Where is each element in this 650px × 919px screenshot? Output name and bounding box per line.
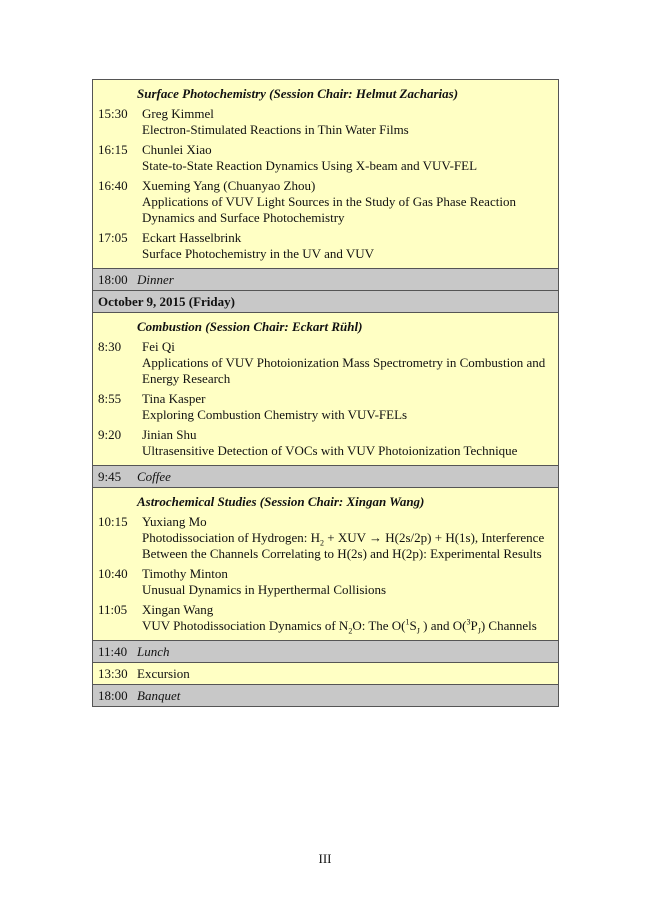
title-segment: VUV Photodissociation Dynamics of N <box>142 618 349 633</box>
title-segment: P <box>470 618 478 633</box>
title-segment: Photodissociation of Hydrogen: H <box>142 530 321 545</box>
talk-content <box>142 106 558 138</box>
speaker-name: Greg Kimmel <box>142 106 214 121</box>
talk-time: 9:20 <box>98 427 122 442</box>
schedule-item-dinner <box>93 269 558 291</box>
speaker-name: Jinian Shu <box>142 427 197 442</box>
talk-time: 10:15 <box>98 514 128 529</box>
item-time: 9:45 <box>98 469 122 484</box>
title-segment: + XUV → H(2s/2p) + H(1s), Interference Between the Channels Correlating to H(2s) and H(2p): Experimental Results <box>142 530 545 561</box>
item-label: Excursion <box>137 666 190 681</box>
title-segment: ) and O( <box>419 618 467 633</box>
item-label: Dinner <box>137 272 174 287</box>
speaker-name: Fei Qi <box>142 339 175 354</box>
talk-title: Applications of VUV Photoionization Mass Spectrometry in Combustion and Energy Research <box>142 355 546 386</box>
item-time: 11:40 <box>98 644 128 659</box>
schedule-item-excursion <box>93 663 558 685</box>
talk-time: 15:30 <box>98 106 128 121</box>
item-time: 18:00 <box>98 272 128 287</box>
talk-entry <box>93 514 558 562</box>
talk-content <box>142 230 558 262</box>
talk-title: Exploring Combustion Chemistry with VUV-FELs <box>142 407 408 422</box>
title-segment: 3 <box>466 617 471 627</box>
talk-time: 17:05 <box>98 230 128 245</box>
talk-title: Applications of VUV Light Sources in the Study of Gas Phase Reaction Dynamics and Surface Photochemistry <box>142 194 516 225</box>
talk-content <box>142 178 558 226</box>
talk-content <box>142 514 558 562</box>
talk-entry <box>93 178 558 226</box>
session-title: Astrochemical Studies (Session Chair: Xingan Wang) <box>137 494 425 509</box>
session-title: Combustion (Session Chair: Eckart Rühl) <box>137 319 363 334</box>
talk-title <box>142 618 552 634</box>
talk-time: 10:40 <box>98 566 128 581</box>
day-header: October 9, 2015 (Friday) <box>93 291 558 313</box>
item-time: 18:00 <box>98 688 128 703</box>
session-block <box>93 488 558 641</box>
item-time: 13:30 <box>98 666 128 681</box>
talk-time: 16:15 <box>98 142 128 157</box>
page-number: III <box>318 851 332 866</box>
speaker-name: Eckart Hasselbrink <box>142 230 242 245</box>
talk-content <box>142 602 558 634</box>
talk-entry <box>93 106 558 138</box>
talk-entry <box>93 339 558 387</box>
talk-title: Electron-Stimulated Reactions in Thin Water Films <box>142 122 409 137</box>
talk-title <box>142 530 552 562</box>
schedule-table <box>92 79 559 707</box>
talk-content <box>142 391 558 423</box>
talk-entry <box>93 391 558 423</box>
title-segment: ) Channels <box>480 618 537 633</box>
talk-time: 8:30 <box>98 339 122 354</box>
session-title: Surface Photochemistry (Session Chair: Helmut Zacharias) <box>137 86 459 101</box>
item-label: Banquet <box>137 688 181 703</box>
session-block <box>93 313 558 466</box>
talk-title: Unusual Dynamics in Hyperthermal Collisions <box>142 582 387 597</box>
schedule-item-lunch <box>93 641 558 663</box>
item-label: Coffee <box>137 469 171 484</box>
talk-entry <box>93 142 558 174</box>
talk-entry <box>93 602 558 634</box>
talk-content <box>142 142 558 174</box>
talk-entry <box>93 427 558 459</box>
talk-entry <box>93 230 558 262</box>
title-segment: S <box>409 618 417 633</box>
title-segment: 1 <box>405 617 410 627</box>
speaker-name: Yuxiang Mo <box>142 514 207 529</box>
title-segment: O: The O( <box>352 618 406 633</box>
talk-content <box>142 339 558 387</box>
schedule-item-coffee <box>93 466 558 488</box>
talk-title: Ultrasensitive Detection of VOCs with VUV Photoionization Technique <box>142 443 518 458</box>
talk-time: 8:55 <box>98 391 122 406</box>
speaker-name: Timothy Minton <box>142 566 228 581</box>
talk-content <box>142 566 558 598</box>
talk-entry <box>93 566 558 598</box>
speaker-name: Chunlei Xiao <box>142 142 212 157</box>
title-segment: 2 <box>348 626 353 636</box>
talk-content <box>142 427 558 459</box>
schedule-item-banquet <box>93 685 558 707</box>
talk-title: Surface Photochemistry in the UV and VUV <box>142 246 375 261</box>
item-label: Lunch <box>137 644 170 659</box>
talk-time: 16:40 <box>98 178 128 193</box>
talk-title: State-to-State Reaction Dynamics Using X-beam and VUV-FEL <box>142 158 478 173</box>
talk-time: 11:05 <box>98 602 128 617</box>
title-segment: 2 <box>320 538 325 548</box>
session-block <box>93 80 558 269</box>
speaker-name: Xingan Wang <box>142 602 214 617</box>
title-segment: J <box>477 626 481 636</box>
speaker-name: Tina Kasper <box>142 391 206 406</box>
speaker-name: Xueming Yang (Chuanyao Zhou) <box>142 178 316 193</box>
title-segment: J <box>416 626 420 636</box>
